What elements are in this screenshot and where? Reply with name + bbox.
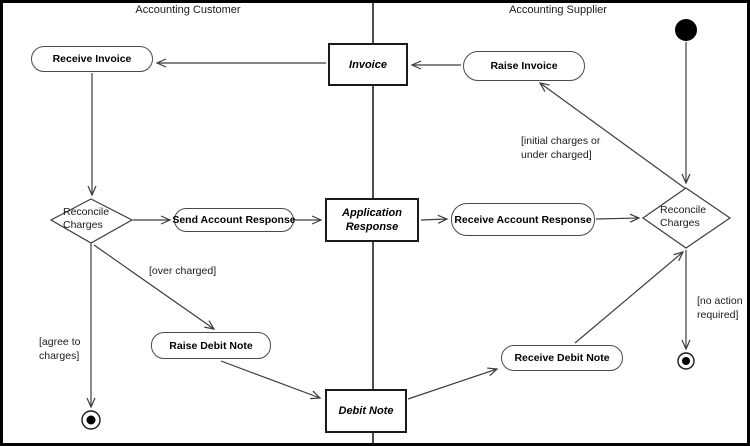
edge-application-response-to-receive-account-response [421,219,447,220]
lane-label-customer: Accounting Customer [135,4,241,16]
guard-no-action-required: [no action required] [697,295,743,321]
edge-raise-debit-note-to-debit-note [221,361,320,398]
guard-agree-to-charges: [agree to charges] [39,336,81,362]
edge-debit-note-to-receive-debit-note [408,369,497,399]
object-debit-note: Debit Note [325,389,407,433]
activity-receive-invoice: Receive Invoice [31,46,153,72]
decision-label-reconcile-supplier: Reconcile Charges [660,204,707,229]
final-node-supplier [678,353,694,369]
activity-raise-debit-note: Raise Debit Note [151,332,271,359]
decision-label-reconcile-customer: Reconcile Charges [63,206,110,231]
activity-receive-account-response: Receive Account Response [451,203,595,236]
initial-node [675,19,697,41]
activity-receive-debit-note: Receive Debit Note [501,345,623,371]
edge-receive-account-response-to-reconcile-supplier [596,218,639,219]
edge-reconcile-customer-to-raise-debit-note [94,245,214,329]
guard-initial-charges-or-under-charged: [initial charges or under charged] [521,135,601,161]
lane-label-supplier: Accounting Supplier [509,4,607,16]
edge-receive-debit-note-to-reconcile-supplier [575,252,683,343]
object-invoice: Invoice [328,43,408,86]
object-application-response: Application Response [325,198,419,242]
activity-raise-invoice: Raise Invoice [463,51,585,81]
final-node-customer [82,411,100,429]
activity-send-account-response: Send Account Response [174,208,294,232]
guard-over-charged: [over charged] [149,265,217,277]
